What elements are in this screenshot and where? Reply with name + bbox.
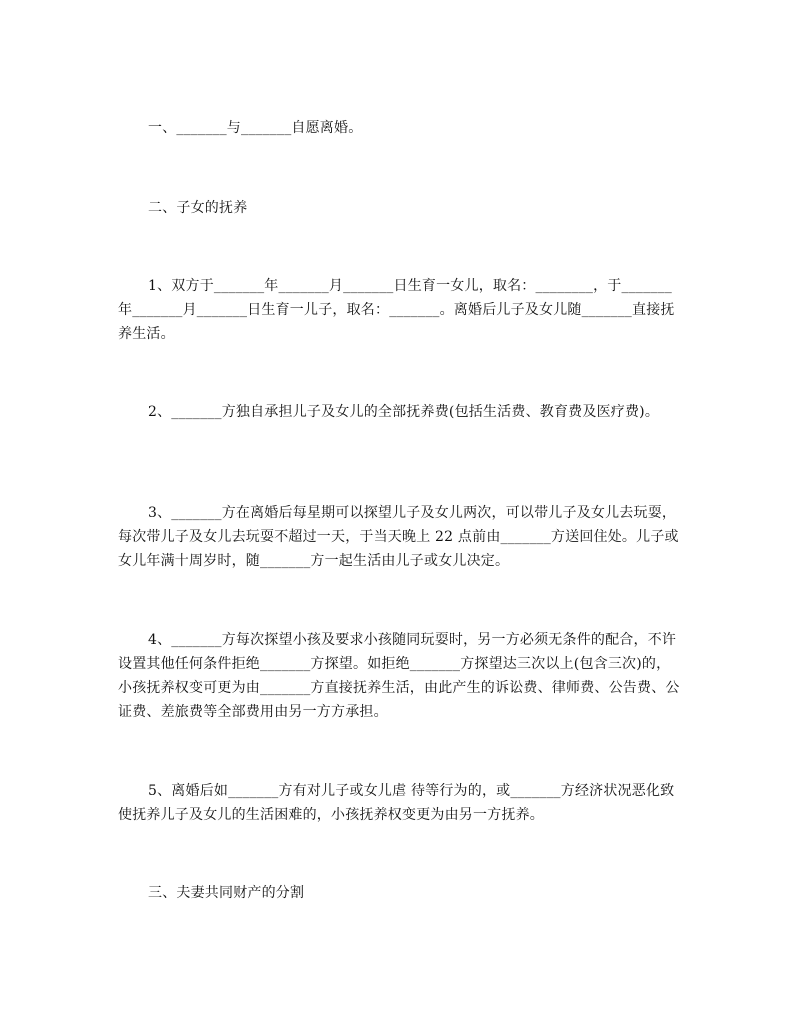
custody-item-5: 5、离婚后如_______方有对儿子或女儿虐 待等行为的，或_______方经济状况恶化致使抚养儿子及女儿的生活困难的，小孩抚养权变更为由另一方抚养。 (118, 783, 675, 823)
custody-item-1: 1、双方于_______年_______月_______日生育一女儿，取名：________，于_______年_______月_______日生育一儿子，取名：_______。离婚后儿子及女儿随_______直接抚养生活。 (118, 278, 675, 342)
custody-item-2: 2、_______方独自承担儿子及女儿的全部抚养费(包括生活费、教育费及医疗费)。 (148, 404, 660, 420)
section-heading-child-custody: 二、子女的抚养 (148, 200, 248, 216)
section-heading-property-division: 三、夫妻共同财产的分割 (148, 885, 305, 901)
clause-1-mutual-divorce: 一、_______与_______自愿离婚。 (148, 120, 363, 136)
custody-item-4: 4、_______方每次探望小孩及要求小孩随同玩耍时，另一方必须无条件的配合，不许设置其他任何条件拒绝_______方探望。如拒绝_______方探望达三次以上(包含三次)的，小孩抚养权变可更为由_______方直接抚养生活，由此产生的诉讼费、律师费、公告费、公证费、差旅费等全部费用由另一方方承担。 (118, 632, 680, 720)
custody-item-3: 3、_______方在离婚后每星期可以探望儿子及女儿两次，可以带儿子及女儿去玩耍，每次带儿子及女儿去玩耍不超过一天，于当天晚上 22 点前由_______方送回住处。儿子或女儿年满十周岁时，随_______方一起生活由儿子或女儿决定。 (118, 505, 679, 569)
